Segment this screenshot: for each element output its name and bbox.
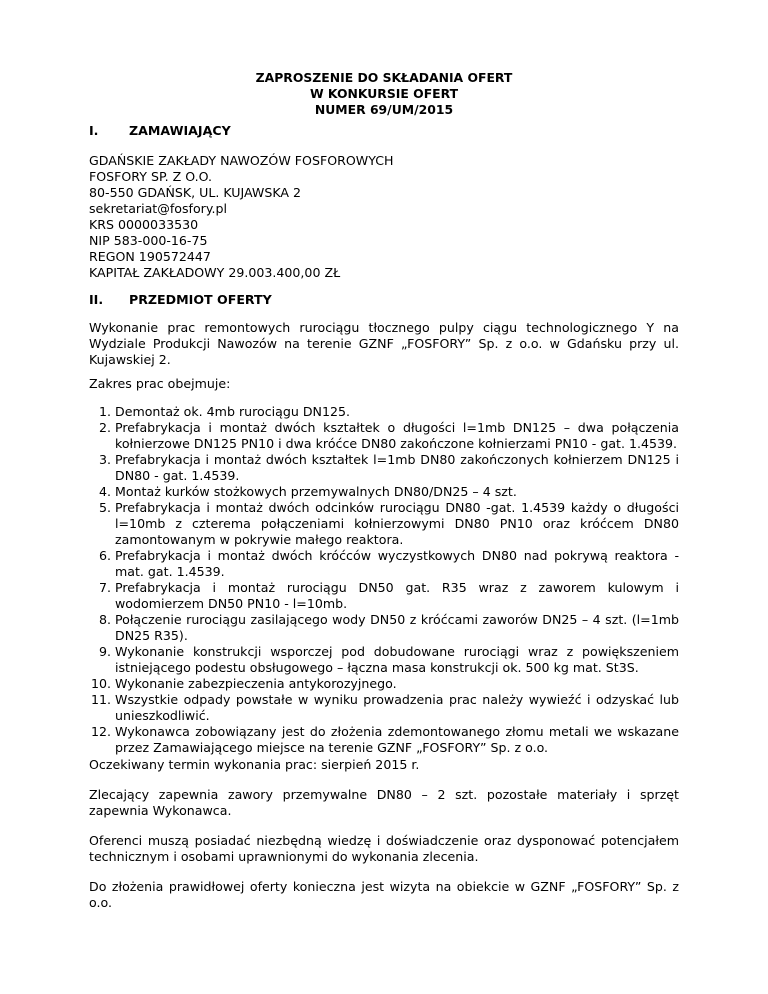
list-item: 5. Prefabrykacja i montaż dwóch odcinków rurociągu DN80 -gat. 1.4539 każdy o długości l=10mb z czterema połączeniami kołnierzowymi DN80 PN10 oraz króćcem DN80 zamontowanym w pokrywie małego reaktora. — [98, 500, 679, 547]
section-1-heading — [89, 123, 231, 139]
section-2-heading — [89, 292, 272, 308]
ordering-party-details — [89, 153, 679, 281]
list-item: 6. Prefabrykacja i montaż dwóch króćców wyczystkowych DN80 nad pokrywą reaktora - mat. gat. 1.4539. — [98, 548, 679, 579]
list-item: 3. Prefabrykacja i montaż dwóch kształtek l=1mb DN80 zakończonych kołnierzem DN125 i DN80 - gat. 1.4539. — [98, 452, 679, 483]
title-line-1: ZAPROSZENIE DO SKŁADANIA OFERT — [255, 70, 513, 85]
list-item: 2. Prefabrykacja i montaż dwóch kształtek o długości l=1mb DN125 – dwa połączenia kołnierzowe DN125 PN10 i dwa króćce DN80 zakończone kołnierzami PN10 - gat. 1.4539. — [98, 420, 679, 451]
list-item: 12. Wykonawca zobowiązany jest do złożenia zdemontowanego złomu metali we wskazane przez Zamawiającego miejsce na terenie GZNF „FOSFORY” Sp. z o.o. — [90, 724, 679, 755]
company-email[interactable]: sekretariat@fosfory.pl — [89, 201, 228, 216]
section-1-number: I. — [89, 123, 99, 138]
list-item: 11. Wszystkie odpady powstałe w wyniku prowadzenia prac należy wywieźć i odzyskać lub unieszkodliwić. — [90, 692, 679, 723]
list-item: 10. Wykonanie zabezpieczenia antykorozyjnego. — [90, 676, 397, 691]
supply-paragraph: Zlecający zapewnia zawory przemywalne DN80 – 2 szt. pozostałe materiały i sprzęt zapewnia Wykonawca. — [89, 787, 679, 818]
list-item: 7. Prefabrykacja i montaż rurociągu DN50 gat. R35 wraz z zaworem kulowym i wodomierzem DN50 PN10 - l=10mb. — [98, 580, 679, 611]
company-address: 80-550 GDAŃSK, UL. KUJAWSKA 2 — [89, 185, 302, 200]
requirements-paragraph: Oferenci muszą posiadać niezbędną wiedzę i doświadczenie oraz dysponować potencjałem technicznym i osobami uprawnionymi do wykonania zlecenia. — [89, 833, 679, 864]
title-line-3: NUMER 69/UM/2015 — [314, 102, 454, 117]
list-item: 8. Połączenie rurociągu zasilającego wody DN50 z króćcami zaworów DN25 – 4 szt. (l=1mb DN25 R35). — [98, 612, 679, 643]
company-krs: KRS 0000033530 — [89, 217, 199, 232]
site-visit-paragraph: Do złożenia prawidłowej oferty konieczna jest wizyta na obiekcie w GZNF „FOSFORY” Sp. z o.o. — [89, 879, 679, 910]
title-line-2: W KONKURSIE OFERT — [309, 86, 459, 101]
company-regon: REGON 190572447 — [89, 249, 211, 264]
section-2-title: PRZEDMIOT OFERTY — [129, 292, 272, 307]
document-title — [0, 70, 768, 118]
company-nip: NIP 583-000-16-75 — [89, 233, 208, 248]
scope-label: Zakres prac obejmuje: — [89, 376, 231, 391]
scope-list — [89, 404, 679, 756]
section-2-number: II. — [89, 292, 104, 307]
section-1-title: ZAMAWIAJĄCY — [129, 123, 231, 138]
company-capital: KAPITAŁ ZAKŁADOWY 29.003.400,00 ZŁ — [89, 265, 341, 280]
company-legal-form: FOSFORY SP. Z O.O. — [89, 169, 213, 184]
list-item: 9. Wykonanie konstrukcji wsporczej pod dobudowane rurociągi wraz z powiększeniem istniejącego podestu obsługowego – łączna masa konstrukcji ok. 500 kg mat. St3S. — [98, 644, 679, 675]
list-item: 4. Montaż kurków stożkowych przemywalnych DN80/DN25 – 4 szt. — [98, 484, 517, 499]
deadline-paragraph: Oczekiwany termin wykonania prac: sierpień 2015 r. — [89, 757, 420, 772]
subject-intro: Wykonanie prac remontowych rurociągu tłocznego pulpy ciągu technologicznego Y na Wydziale Produkcji Nawozów na terenie GZNF „FOSFORY” Sp. z o.o. w Gdańsku przy ul. Kujawskiej 2. — [89, 320, 679, 367]
company-name: GDAŃSKIE ZAKŁADY NAWOZÓW FOSFOROWYCH — [89, 153, 394, 168]
list-item: 1. Demontaż ok. 4mb rurociągu DN125. — [98, 404, 350, 419]
